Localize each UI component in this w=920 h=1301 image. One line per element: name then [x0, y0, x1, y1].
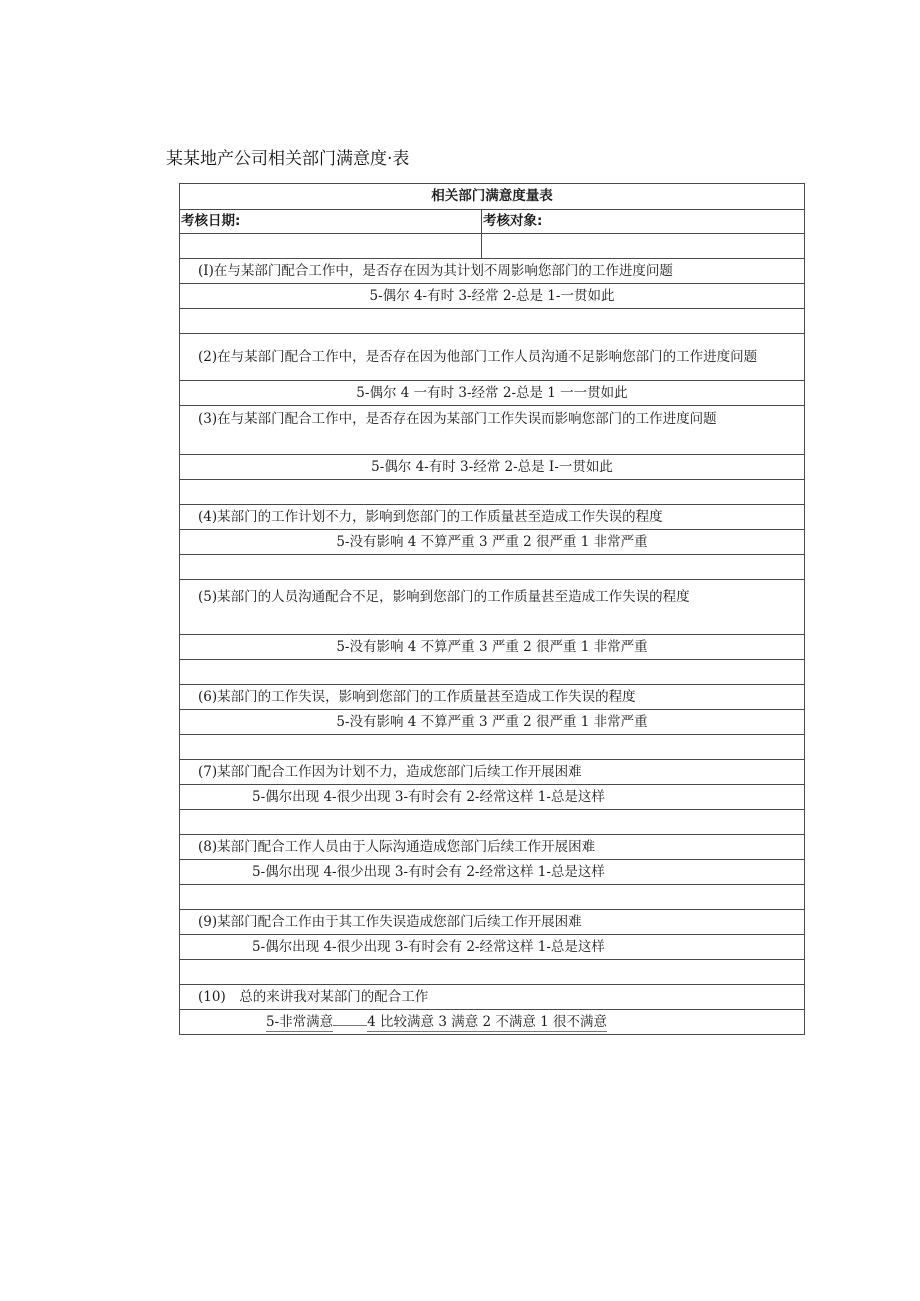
scale-row — [180, 530, 805, 555]
question-row — [180, 334, 805, 381]
answer-row — [180, 660, 805, 685]
scale-row — [180, 860, 805, 885]
question-text: (7)某部门配合工作因为计划不力，造成您部门后续工作开展困难 — [180, 760, 805, 785]
rating-scale: 5-没有影响 4 不算严重 3 严重 2 很严重 1 非常严重 — [180, 530, 805, 555]
answer-row — [180, 885, 805, 910]
rating-scale: 5-偶尔出现 4-很少出现 3-有时会有 2-经常这样 1-总是这样 — [180, 935, 805, 960]
question-text: (8)某部门配合工作人员由于人际沟通造成您部门后续工作开展困难 — [180, 835, 805, 860]
page-title: 某某地产公司相关部门满意度·表 — [166, 149, 410, 169]
scale-row — [180, 935, 805, 960]
meta-input-row — [180, 234, 805, 259]
question-text: (5)某部门的人员沟通配合不足，影响到您部门的工作质量甚至造成工作失误的程度 — [180, 580, 805, 635]
table-heading-row — [180, 184, 805, 210]
assessment-date-field[interactable] — [180, 234, 482, 259]
answer-field[interactable] — [180, 735, 805, 760]
question-row — [180, 259, 805, 284]
scale-row — [180, 284, 805, 309]
answer-row — [180, 480, 805, 505]
answer-field[interactable] — [180, 660, 805, 685]
assessment-target-label: 考核对象: — [482, 210, 805, 234]
rating-scale: 5-没有影响 4 不算严重 3 严重 2 很严重 1 非常严重 — [180, 710, 805, 735]
question-text: (6)某部门的工作失误，影响到您部门的工作质量甚至造成工作失误的程度 — [180, 685, 805, 710]
assessment-target-field[interactable] — [482, 234, 805, 259]
assessment-date-label: 考核日期: — [180, 210, 482, 234]
scale-gap — [333, 1024, 367, 1026]
scale-row — [180, 635, 805, 660]
answer-row — [180, 555, 805, 580]
rating-scale: 5-偶尔 4-有时 3-经常 2-总是 I-一贯如此 — [180, 455, 805, 480]
rating-scale: 5-没有影响 4 不算严重 3 严重 2 很严重 1 非常严重 — [180, 635, 805, 660]
answer-row — [180, 309, 805, 334]
table-heading: 相关部门满意度量表 — [180, 184, 805, 210]
scale-row — [180, 1010, 805, 1035]
question-row — [180, 835, 805, 860]
scale-row — [180, 710, 805, 735]
meta-row — [180, 210, 805, 234]
question-text: (2)在与某部门配合工作中，是否存在因为他部门工作人员沟通不足影响您部门的工作进度问题 — [180, 334, 805, 381]
answer-row — [180, 735, 805, 760]
question-text: (10) 总的来讲我对某部门的配合工作 — [180, 985, 805, 1010]
question-text: (3)在与某部门配合工作中，是否存在因为某部门工作失误而影响您部门的工作进度问题 — [180, 406, 805, 455]
question-text: (I)在与某部门配合工作中，是否存在因为其计划不周影响您部门的工作进度问题 — [180, 259, 805, 284]
satisfaction-survey-table — [179, 183, 805, 1035]
answer-field[interactable] — [180, 885, 805, 910]
answer-field[interactable] — [180, 810, 805, 835]
answer-field[interactable] — [180, 480, 805, 505]
question-row — [180, 985, 805, 1010]
question-row — [180, 580, 805, 635]
rating-scale-part-2: 4 比较满意 3 满意 2 不满意 1 很不满意 — [367, 1013, 608, 1030]
answer-field[interactable] — [180, 555, 805, 580]
answer-row — [180, 810, 805, 835]
scale-row — [180, 381, 805, 406]
rating-scale: 5-偶尔 4-有时 3-经常 2-总是 1-一贯如此 — [180, 284, 805, 309]
rating-scale — [180, 1010, 805, 1035]
question-text: (9)某部门配合工作由于其工作失误造成您部门后续工作开展困难 — [180, 910, 805, 935]
question-row — [180, 760, 805, 785]
answer-row — [180, 960, 805, 985]
question-row — [180, 910, 805, 935]
rating-scale: 5-偶尔出现 4-很少出现 3-有时会有 2-经常这样 1-总是这样 — [180, 785, 805, 810]
question-text: (4)某部门的工作计划不力，影响到您部门的工作质量甚至造成工作失误的程度 — [180, 505, 805, 530]
question-row — [180, 685, 805, 710]
rating-scale: 5-偶尔 4 一有时 3-经常 2-总是 1 一一贯如此 — [180, 381, 805, 406]
answer-field[interactable] — [180, 309, 805, 334]
answer-field[interactable] — [180, 960, 805, 985]
scale-row — [180, 455, 805, 480]
question-row — [180, 406, 805, 455]
rating-scale-part-1: 5-非常满意 — [266, 1013, 334, 1030]
question-row — [180, 505, 805, 530]
rating-scale: 5-偶尔出现 4-很少出现 3-有时会有 2-经常这样 1-总是这样 — [180, 860, 805, 885]
scale-row — [180, 785, 805, 810]
